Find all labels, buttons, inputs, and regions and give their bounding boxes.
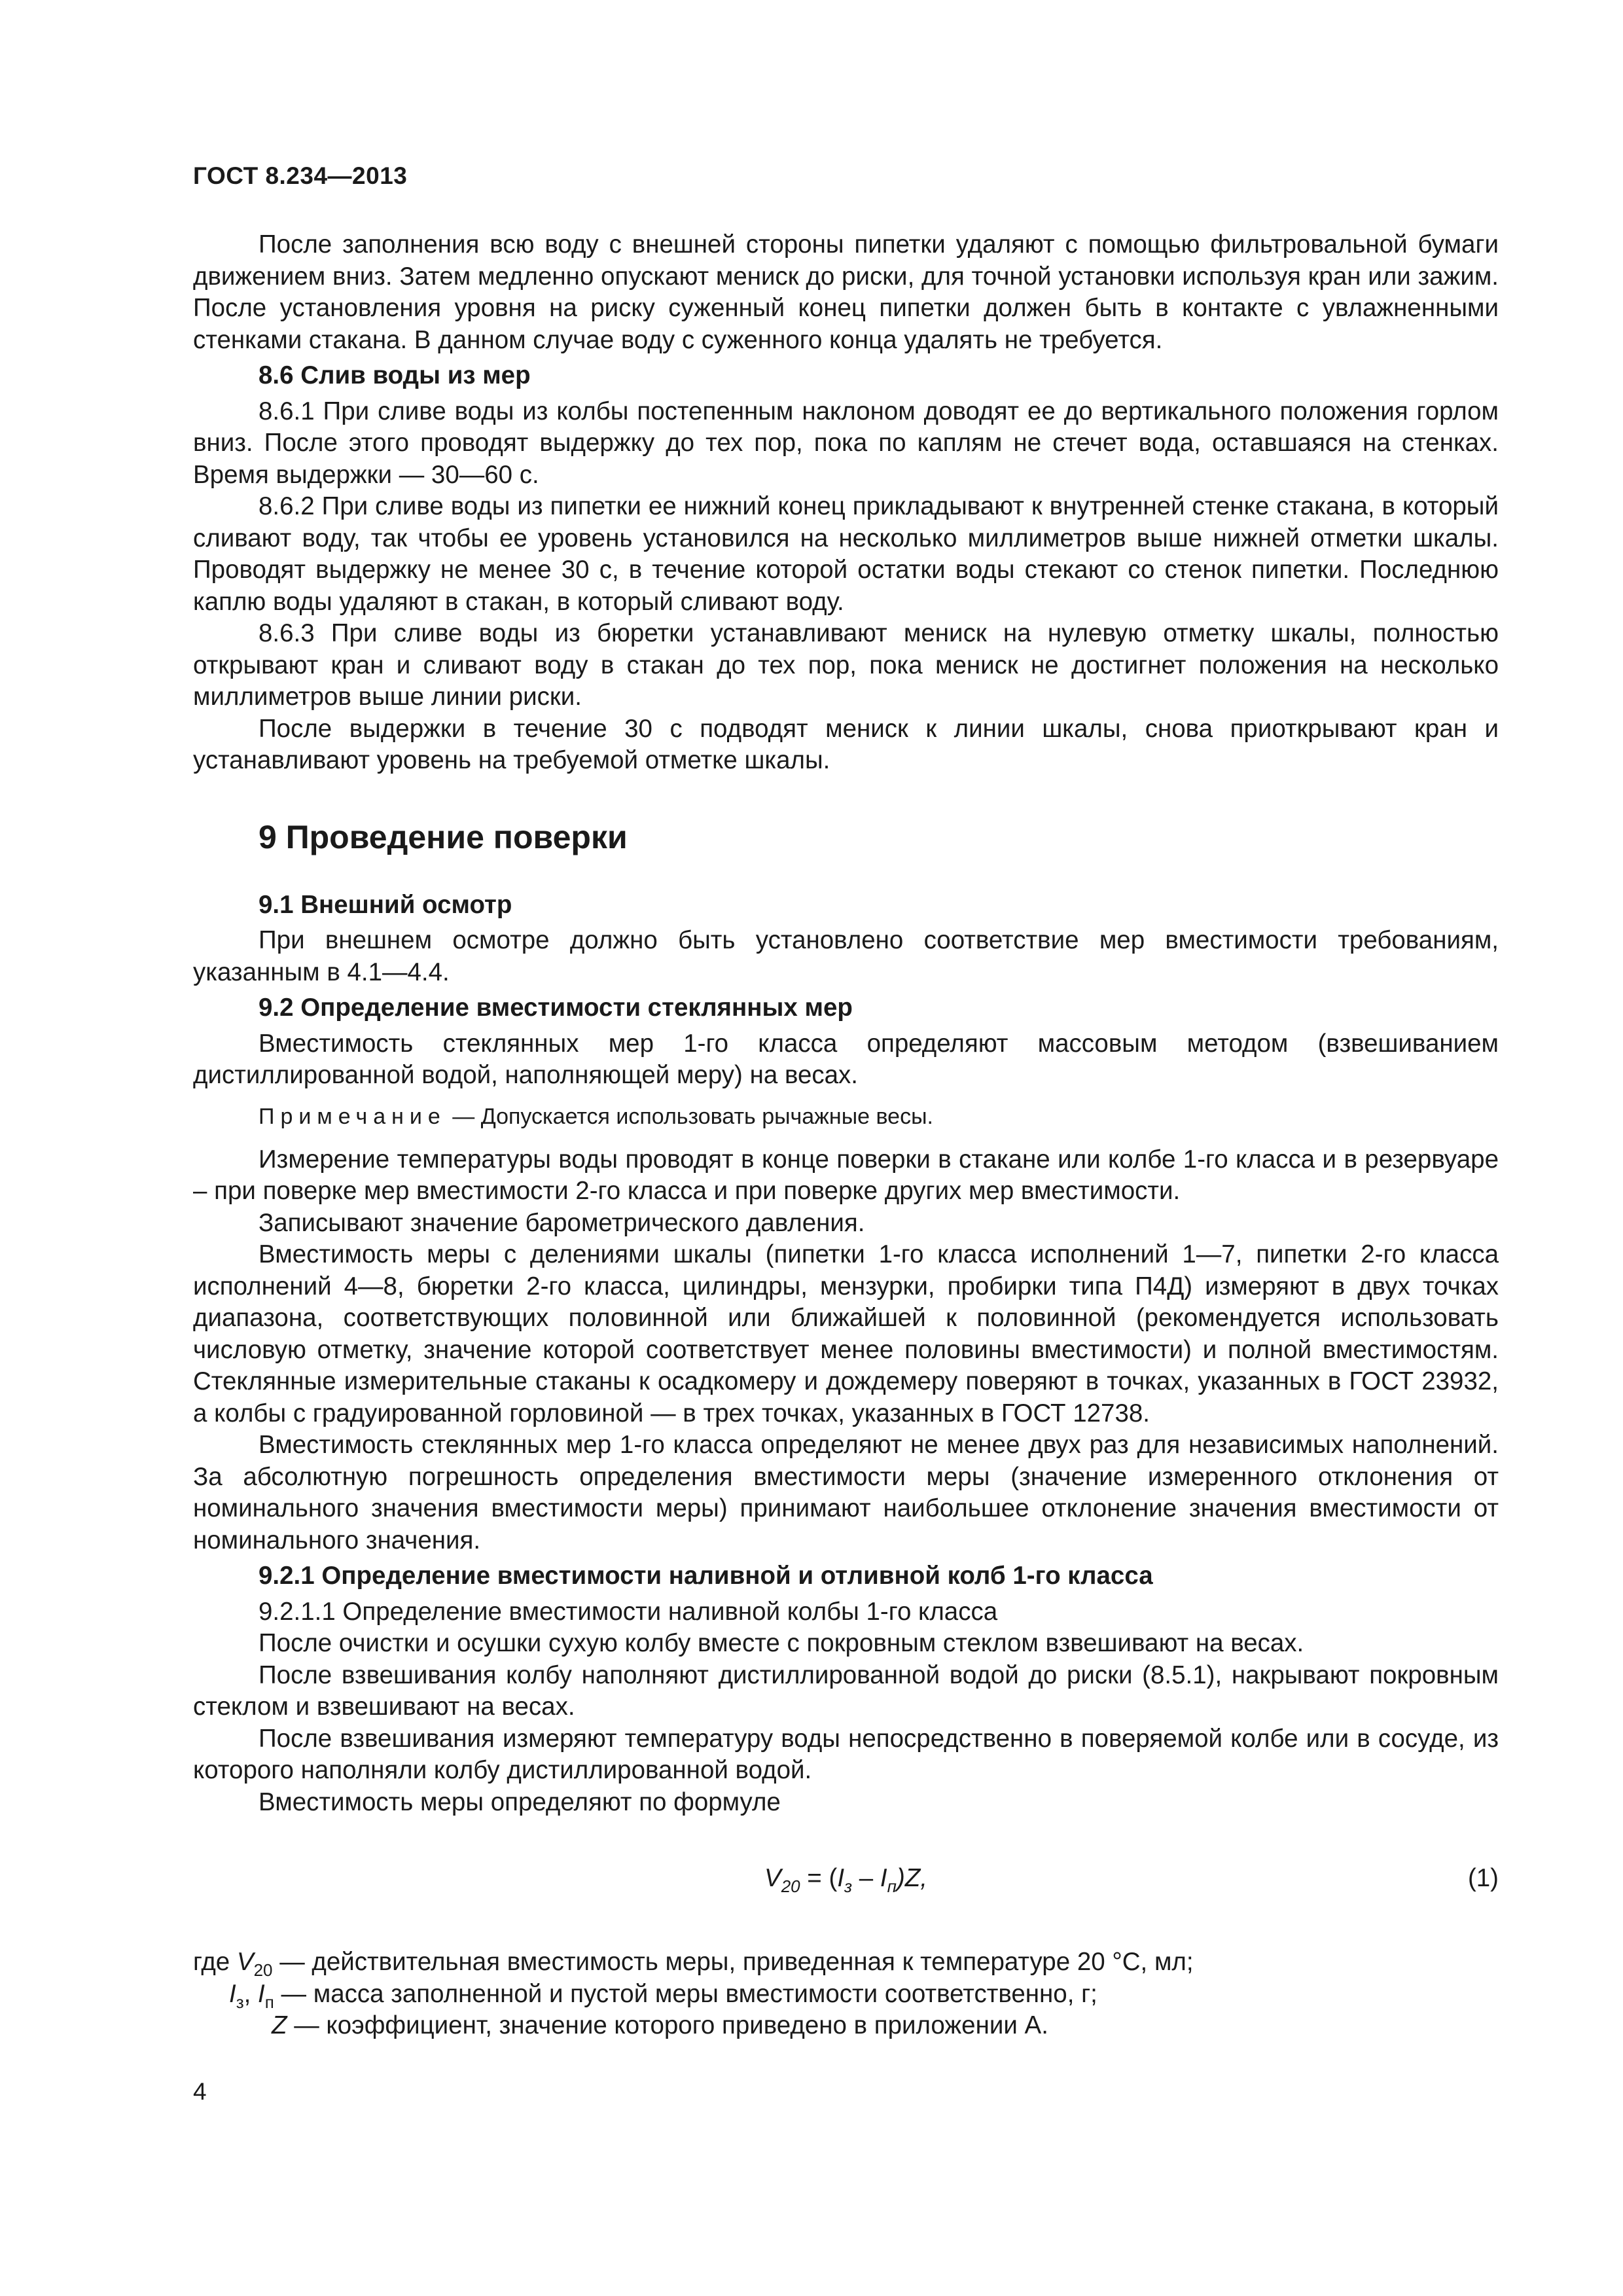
note-text: — Допускается использовать рычажные весы. [446, 1103, 933, 1129]
formula-legend [193, 1946, 1499, 2042]
legend-line-z [193, 2010, 1499, 2042]
paragraph: Вместимость стеклянных мер 1-го класса определяют не менее двух раз для независимых наполнений. За абсолютную погрешность определения вместимости меры (значение измеренного отклонения от номинального значения вместимости меры) принимают наибольшее отклонение значения вместимости от номинального значения. [193, 1431, 1499, 1554]
paragraph: Записывают значение барометрического давления. [259, 1208, 865, 1237]
formula-v: V [764, 1864, 781, 1892]
paragraph: Вместимость меры определяют по формуле [259, 1787, 781, 1816]
paragraph: После взвешивания измеряют температуру воды непосредственно в поверяемой колбе или в сосуде, из которого наполняли колбу дистиллированной водой. [193, 1724, 1499, 1784]
legend-i1-sub: з [236, 1992, 244, 2012]
formula-i2-sub: п [887, 1876, 897, 1896]
paragraph: Вместимость меры с делениями шкалы (пипетки 1-го класса исполнений 1—7, пипетки 2-го класса исполнений 4—8, бюретки 2-го класса, цилиндры, мензурки, пробирки типа П4Д) измеряют в двух точках диапазона, соответствующих половинной или ближайшей к половинной (рекомендуется использовать числовую отметку, значение которой соответствует менее половины вместимости) и полной вместимостям. Стеклянные измерительные стаканы к осадкомеру и дождемеру поверяют в точках, указанных в ГОСТ 23932, а колбы с градуированной горловиной — в трех точках, указанных в ГОСТ 12738. [193, 1240, 1499, 1427]
legend-i2-sub: п [264, 1992, 274, 2012]
formula-block [193, 1844, 1499, 1923]
paragraph: Вместимость стеклянных мер 1-го класса определяют массовым методом (взвешиванием дистиллированной водой, наполняющей меру) на весах. [193, 1029, 1499, 1089]
paragraph: После взвешивания колбу наполняют дистиллированной водой до риски (8.5.1), накрывают покровным стеклом и взвешивают на весах. [193, 1660, 1499, 1721]
paragraph: После заполнения всю воду с внешней стороны пипетки удаляют с помощью фильтровальной бумаги движением вниз. Затем медленно опускают мениск до риски, для точной установки используя кран или зажим. После установления уровня на риску суженный конец пипетки должен быть в контакте с увлажненными стенками стакана. В данном случае воду с суженного конца удалять не требуется. [193, 230, 1499, 354]
paragraph: После очистки и осушки сухую колбу вместе с покровным стеклом взвешивают на весах. [259, 1629, 1304, 1657]
formula-tail: )Z, [896, 1864, 927, 1892]
section-heading-9-2-1: 9.2.1 Определение вместимости наливной и отливной колб 1-го класса [259, 1562, 1153, 1590]
formula-i1-sub: з [844, 1876, 853, 1896]
note-label: Примечание [259, 1103, 446, 1129]
legend-v-sub: 20 [253, 1960, 273, 1980]
legend-z-text: — коэффициент, значение которого приведено в приложении А. [287, 2011, 1048, 2039]
page-number: 4 [193, 2078, 207, 2105]
paragraph: 8.6.1 При сливе воды из колбы постепенным наклоном доводят ее до вертикального положения горлом вниз. После этого проводят выдержку до тех пор, пока по каплям не стечет вода, оставшаяся на стенках. Время выдержки — 30—60 с. [193, 397, 1499, 489]
legend-v: V [236, 1948, 254, 1976]
legend-line-v20 [193, 1946, 1499, 1979]
document-header: ГОСТ 8.234—2013 [193, 162, 408, 189]
legend-comma: , [243, 1979, 259, 2008]
paragraph: Измерение температуры воды проводят в конце поверки в стакане или колбе 1-го класса и в резервуаре – при поверке мер вместимости 2-го класса и при поверке других мер вместимости. [193, 1145, 1499, 1205]
paragraph: При внешнем осмотре должно быть установлено соответствие мер вместимости требованиям, указанным в 4.1—4.4. [193, 926, 1499, 986]
paragraph: 8.6.3 При сливе воды из бюретки устанавливают мениск на нулевую отметку шкалы, полностью открывают кран и сливают воду в стакан до тех пор, пока мениск не достигнет положения на несколько миллиметров выше линии риски. [193, 619, 1499, 711]
formula-eq: = ( [800, 1864, 838, 1892]
paragraph: 9.2.1.1 Определение вместимости наливной колбы 1-го класса [259, 1597, 998, 1626]
legend-masses-text: — масса заполненной и пустой меры вместимости соответственно, г; [274, 1979, 1097, 2008]
section-heading-9: 9 Проведение поверки [259, 818, 628, 855]
legend-i2: I [258, 1979, 265, 2008]
formula-i1: I [837, 1864, 845, 1892]
legend-prefix: где [193, 1948, 237, 1976]
section-heading-9-1: 9.1 Внешний осмотр [259, 890, 512, 919]
formula-i2: I [880, 1864, 887, 1892]
legend-v-text: — действительная вместимость меры, приведенная к температуре 20 °С, мл; [272, 1948, 1194, 1976]
formula-number: (1) [1467, 1864, 1499, 1892]
document-body [193, 229, 1499, 2042]
paragraph: 8.6.2 При сливе воды из пипетки ее нижний конец прикладывают к внутренней стенке стакана, в который сливают воду, так чтобы ее уровень установился на несколько миллиметров выше нижней отметки шкалы. Проводят выдержку не менее 30 с, в течение которой остатки воды стекают со стенок пипетки. Последнюю каплю воды удаляют в стакан, в который сливают воду. [193, 492, 1499, 616]
formula [193, 1863, 1499, 1895]
legend-line-masses [193, 1979, 1499, 2011]
paragraph: После выдержки в течение 30 с подводят мениск к линии шкалы, снова приоткрывают кран и устанавливают уровень на требуемой отметке шкалы. [193, 714, 1499, 774]
section-heading-8-6: 8.6 Слив воды из мер [259, 361, 531, 389]
formula-v-sub: 20 [781, 1876, 800, 1896]
legend-i1: I [229, 1979, 236, 2008]
formula-minus: – [852, 1864, 880, 1892]
note [193, 1101, 1499, 1132]
section-heading-9-2: 9.2 Определение вместимости стеклянных мер [259, 994, 853, 1022]
legend-z: Z [272, 2011, 287, 2039]
